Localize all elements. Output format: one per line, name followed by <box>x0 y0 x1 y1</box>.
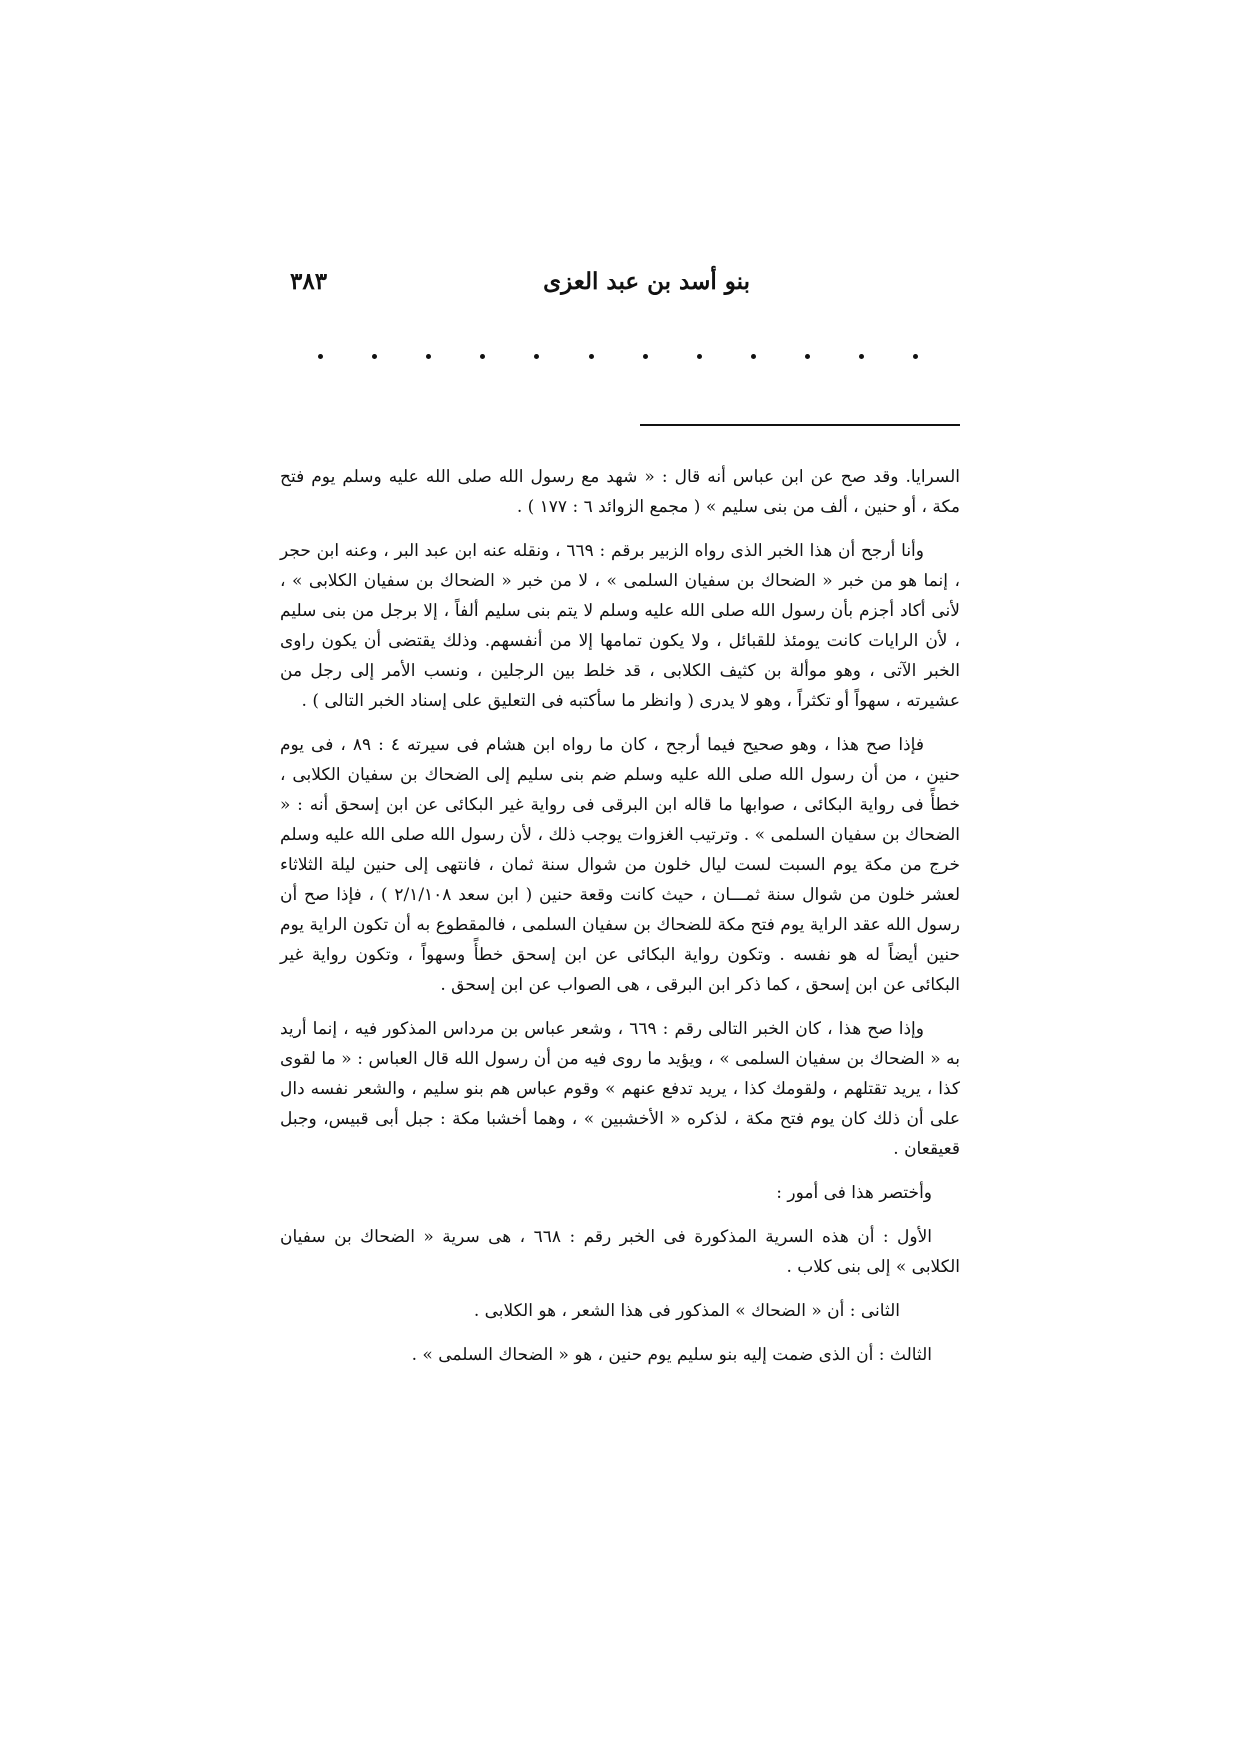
ellipsis-dot <box>426 354 431 359</box>
ellipsis-dot <box>643 354 648 359</box>
summary-intro: وأختصر هذا فى أمور : <box>776 1183 932 1203</box>
ellipsis-dot <box>318 354 323 359</box>
page-header <box>290 268 950 308</box>
page-number: ٣٨٣ <box>290 268 328 295</box>
body-text <box>280 462 960 1384</box>
ellipsis-dot <box>859 354 864 359</box>
ellipsis-dot <box>805 354 810 359</box>
ellipsis-dot <box>589 354 594 359</box>
section-rule <box>640 424 960 426</box>
ellipsis-dot <box>697 354 702 359</box>
ellipsis-dot <box>534 354 539 359</box>
paragraph-1: السرايا. وقد صح عن ابن عباس أنه قال : « شهد مع رسول الله صلى الله عليه وسلم يوم فتح مكة ، أو حنين ، ألف من بنى سليم » ( مجمع الزوائد ٦ : ١٧٧ ) . <box>280 467 960 517</box>
ellipsis-dot <box>913 354 918 359</box>
point-1: الأول : أن هذه السرية المذكورة فى الخبر رقم : ٦٦٨ ، هى سرية « الضحاك بن سفيان الكلابى » إلى بنى كلاب . <box>280 1227 960 1277</box>
paragraph-4: وإذا صح هذا ، كان الخبر التالى رقم : ٦٦٩ ، وشعر عباس بن مرداس المذكور فيه ، إنما أريد به « الضحاك بن سفيان السلمى » ، ويؤيد ما روى فيه من أن رسول الله قال العباس : « ما لقوى كذا ، يريد تقتلهم ، ولقومك كذا ، يريد تدفع عنهم » وقوم عباس هم بنو سليم ، والشعر نفسه دال على أن ذلك كان يوم فتح مكة ، لذكره « الأخشبين » ، وهما أخشبا مكة : جبل أبى قبيس، وجبل قعيقعان . <box>280 1019 960 1159</box>
point-3: الثالث : أن الذى ضمت إليه بنو سليم يوم حنين ، هو « الضحاك السلمى » . <box>411 1345 932 1365</box>
running-title: بنو أسد بن عبد العزى <box>543 268 750 295</box>
paragraph-2: وأنا أرجح أن هذا الخبر الذى رواه الزبير برقم : ٦٦٩ ، ونقله عنه ابن عبد البر ، وعنه ابن حجر ، إنما هو من خبر « الضحاك بن سفيان السلمى » ، لا من خبر « الضحاك بن سفيان الكلابى » ، لأنى أكاد أجزم بأن رسول الله صلى الله عليه وسلم لا يتم بنى سليم ألفاً ، إلا برجل من بنى سليم ، لأن الرايات كانت يومئذ للقبائل ، ولا يكون تمامها إلا من أنفسهم. وذلك يقتضى أن يكون راوى الخبر الآتى ، وهو موألة بن كثيف الكلابى ، قد خلط بين الرجلين ، ونسب الأمر إلى رجل من عشيرته ، سهواً أو تكثراً ، وهو لا يدرى ( وانظر ما سأكتبه فى التعليق على إسناد الخبر التالى ) . <box>280 541 960 711</box>
ellipsis-dot <box>372 354 377 359</box>
ellipsis-dot <box>751 354 756 359</box>
ellipsis-dots <box>318 346 918 366</box>
ellipsis-dot <box>480 354 485 359</box>
point-2: الثانى : أن « الضحاك » المذكور فى هذا الشعر ، هو الكلابى . <box>473 1301 900 1321</box>
paragraph-3: فإذا صح هذا ، وهو صحيح فيما أرجح ، كان ما رواه ابن هشام فى سيرته ٤ : ٨٩ ، فى يوم حنين ، من أن رسول الله صلى الله عليه وسلم ضم بنى سليم إلى الضحاك بن سفيان الكلابى ، خطأً فى رواية البكائى ، صوابها ما قاله ابن البرقى فى رواية غير البكائى عن ابن إسحق أنه : « الضحاك بن سفيان السلمى » . وترتيب الغزوات يوجب ذلك ، لأن رسول الله صلى الله عليه وسلم خرج من مكة يوم السبت لست ليال خلون من شوال سنة ثمان ، فانتهى إلى حنين ليلة الثلاثاء لعشر خلون من شوال سنة ثمـــان ، حيث كانت وقعة حنين ( ابن سعد ٢/١/١٠٨ ) ، فإذا صح أن رسول الله عقد الراية يوم فتح مكة للضحاك بن سفيان السلمى ، فالمقطوع به أن تكون الراية يوم حنين أيضاً له هو نفسه . وتكون رواية البكائى عن ابن إسحق خطأً وسهواً ، وتكون رواية غير البكائى عن ابن إسحق ، كما ذكر ابن البرقى ، هى الصواب عن ابن إسحق . <box>280 735 960 995</box>
